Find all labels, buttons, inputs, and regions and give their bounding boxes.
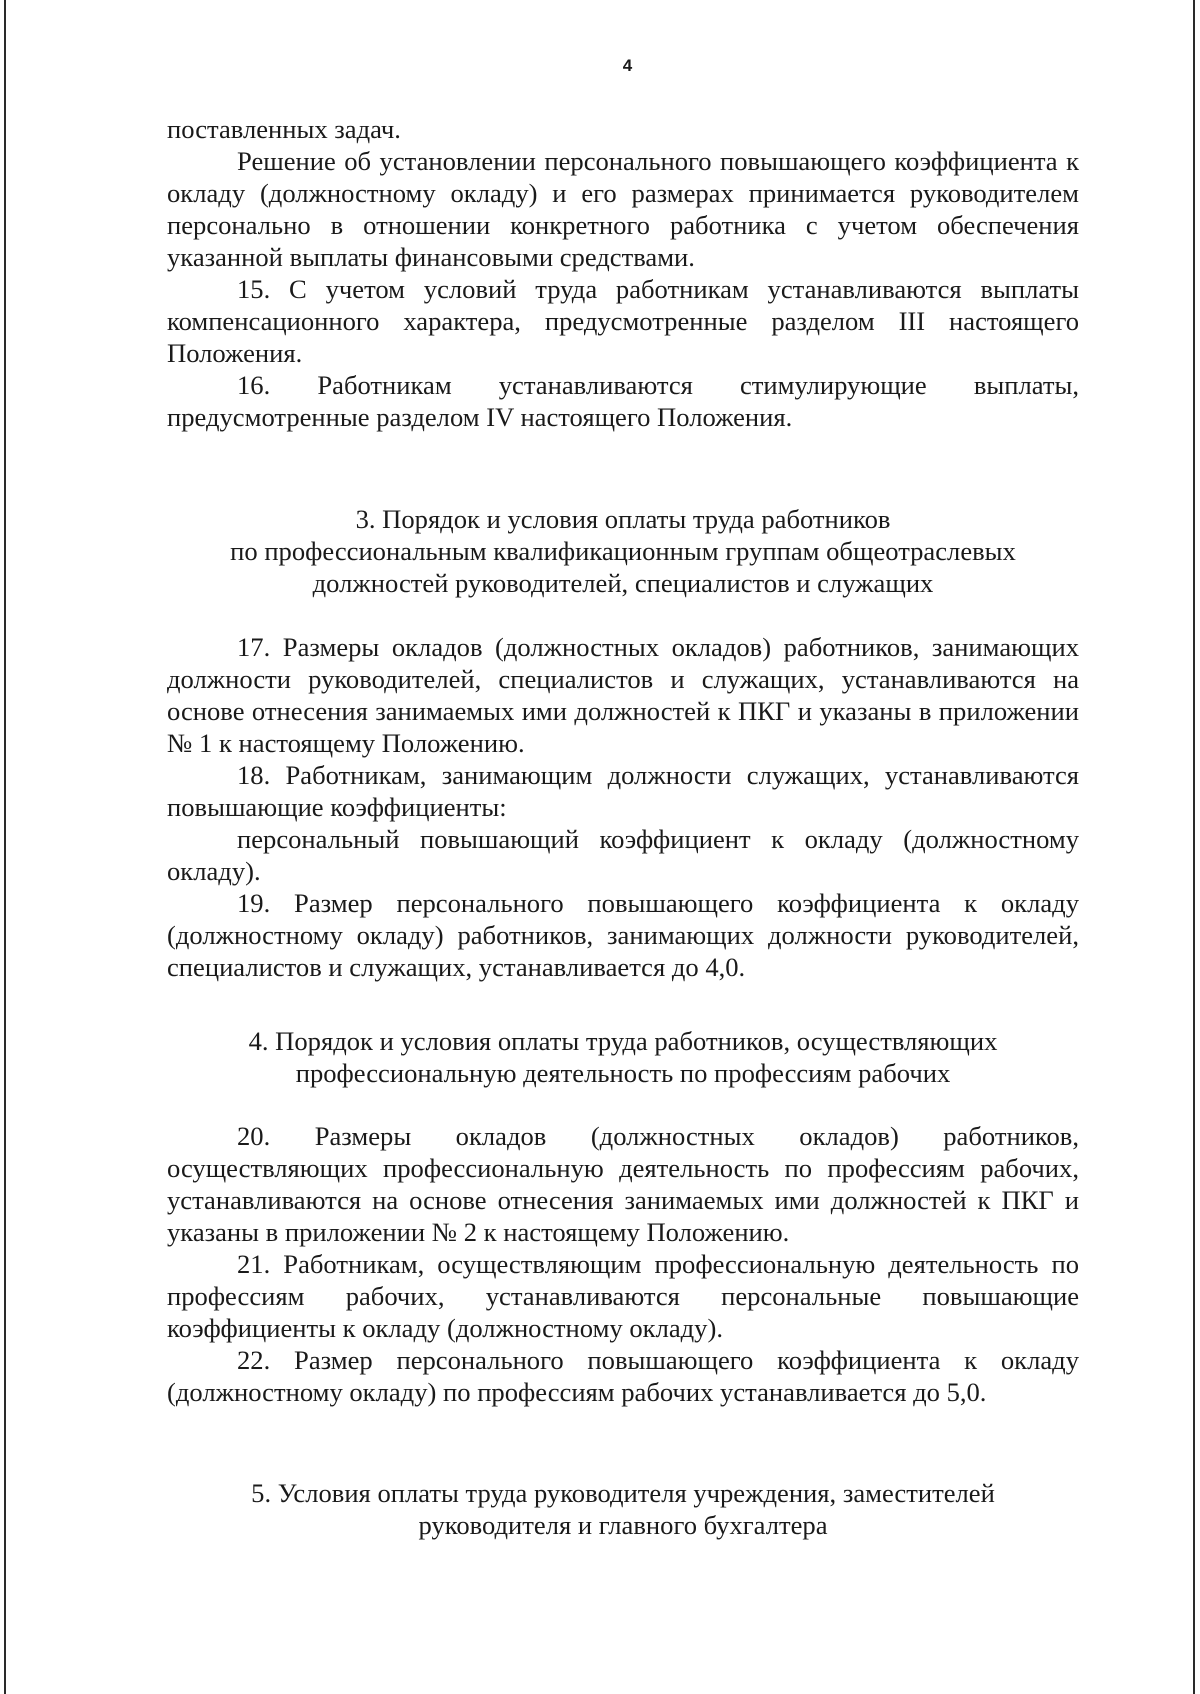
section-4-heading-line-2: профессиональную деятельность по профессиям рабочих <box>295 1058 951 1088</box>
section-4-heading-line-1: 4. Порядок и условия оплаты труда работников, осуществляющих <box>248 1026 998 1056</box>
section-3-heading-line-2: по профессиональным квалификационным группам общеотраслевых <box>230 536 1016 566</box>
paragraph-continuation: поставленных задач. <box>167 114 401 144</box>
page-number: 4 <box>622 56 633 75</box>
scan-edge-right <box>1193 0 1195 1694</box>
section-4-paragraphs <box>167 1120 1079 1408</box>
paragraph-22: 22. Размер персонального повышающего коэффициента к окладу (должностному окладу) по профессиям рабочих устанавливается до 5,0. <box>167 1345 1079 1407</box>
paragraph-16: 16. Работникам устанавливаются стимулирующие выплаты, предусмотренные разделом IV настоящего Положения. <box>167 370 1079 432</box>
section-4-heading <box>167 1025 1079 1089</box>
section-3-heading-line-1: 3. Порядок и условия оплаты труда работников <box>355 504 891 534</box>
section-3-heading-line-3: должностей руководителей, специалистов и служащих <box>312 568 934 598</box>
paragraph-19: 19. Размер персонального повышающего коэффициента к окладу (должностному окладу) работников, занимающих должности руководителей, специалистов и служащих, устанавливается до 4,0. <box>167 888 1079 982</box>
paragraph-15: 15. С учетом условий труда работникам устанавливаются выплаты компенсационного характера, предусмотренные разделом III настоящего Положения. <box>167 274 1079 368</box>
section-5-heading-line-2: руководителя и главного бухгалтера <box>418 1510 828 1540</box>
section-3-paragraphs <box>167 631 1079 983</box>
paragraph-18: 18. Работникам, занимающим должности служащих, устанавливаются повышающие коэффициенты: <box>167 760 1079 822</box>
section-5-heading <box>167 1477 1079 1541</box>
paragraph-20: 20. Размеры окладов (должностных окладов) работников, осуществляющих профессиональную деятельность по профессиям рабочих, устанавливаются на основе отнесения занимаемых ими должностей к ПКГ и указаны в приложении № 2 к настоящему Положению. <box>167 1121 1079 1247</box>
paragraph-decision: Решение об установлении персонального повышающего коэффициента к окладу (должностному окладу) и его размерах принимается руководителем персонально в отношении конкретного работника с учетом обеспечения указанной выплаты финансовыми средствами. <box>167 146 1079 272</box>
intro-paragraphs <box>167 113 1079 433</box>
section-3-heading <box>167 503 1079 599</box>
paragraph-17: 17. Размеры окладов (должностных окладов) работников, занимающих должности руководителей, специалистов и служащих, устанавливаются на основе отнесения занимаемых ими должностей к ПКГ и указаны в приложении № 1 к настоящему Положению. <box>167 632 1079 758</box>
paragraph-21: 21. Работникам, осуществляющим профессиональную деятельность по профессиям рабочих, устанавливаются персональные повышающие коэффициенты к окладу (должностному окладу). <box>167 1249 1079 1343</box>
section-5-heading-line-1: 5. Условия оплаты труда руководителя учреждения, заместителей <box>251 1478 995 1508</box>
paragraph-18-item: персональный повышающий коэффициент к окладу (должностному окладу). <box>167 824 1079 886</box>
scan-edge-left <box>4 0 6 1694</box>
